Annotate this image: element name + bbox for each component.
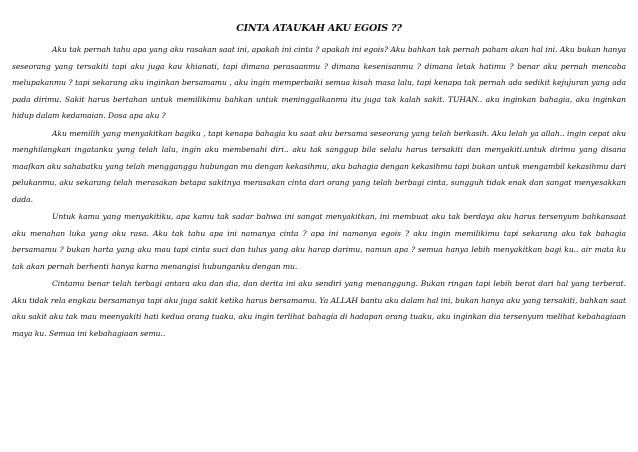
paragraph-3: Untuk kamu yang menyakitiku, apa kamu tak sadar bahwa ini sangat menyakitkan, ini membuat aku tak berdaya aku harus tersenyum bahkansaat aku menahan luka yang aku rasa. Aku tak tahu apa ini namanya cinta ? apa ini namanya egois ? aku ingin memilikimu tapi sekarang aku tak bahagia bersamamu ? bukan harta yang aku mau tapi cinta suci dan tulus yang aku harap darimu, namun apa ? semua hanya lebih menyakitkan bagi ku.. air mata ku tak akan pernah berhenti hanya karna menangisi hubunganku dengan mu. bbox=[12, 212, 626, 271]
document-title: CINTA ATAUKAH AKU EGOIS ?? bbox=[236, 23, 402, 34]
paragraph-2: Aku memilih yang menyakitkan bagiku , tapi kenapa bahagia ku saat aku bersama seseorang yang telah berkasih. Aku lelah ya allah.. ingin cepat aku menghilangkan ingatanku yang telah lalu, ingin aku membenahi diri.. aku tak sanggup bila selalu harus tersakiti dan menyakiti.untuk dirimu yang disana maafkan aku sahabatku yang telah mengganggu hubungan mu dengan kekasihmu, aku bahagia dengan kekasihmu tapi bukan untuk mengambil kekasihmu dari pelukanmu, aku sekarang telah merasakan betapa sakitnya merasakan cinta dari orang yang telah berbagi cinta, sungguh tidak enak dan sangat menyesakkan dada. bbox=[12, 128, 626, 204]
paragraph-1: Aku tak pernah tahu apa yang aku rasakan saat ini, apakah ini cinta ? apakah ini egois? Aku bahkan tak pernah paham akan hal ini. Aku bukan hanya seseorang yang tersakiti tapi aku juga kau khianati, tapi dimana perasaanmu ? dimana kesenisanmu ? dimana letak hatimu ? benar aku pernah mencoba melupakanmu ? tapi sekarang aku inginkan bersamamu , aku ingin memperbaiki semua kisah masa lalu, tapi kenapa tak pernah ada sedikit kejujuran yang ada pada dirimu. Sakit harus bertahan untuk memilikimu bahkan untuk meninggalkanmu itu juga tak kalah sakit. TUHAN.. aku inginkan bahagia, aku inginkan hidup dalam kedamaian. Dosa apa aku ? bbox=[12, 45, 626, 120]
paragraph-4: Cintamu benar telah terbagi antara aku dan dia, dan derita ini aku sendiri yang menanggung. Bukan ringan tapi lebih berat dari hal yang terberat. Aku tidak rela engkau bersamanya tapi aku juga sakit ketika harus bersamamu. Ya ALLAH bantu aku dalam hal ini, bukan hanya aku yang tersakiti, bahkan saat aku sakit aku tak mau meenyakiti hati kedua orang tuaku, aku ingin terlihat bahagia di hadapan orang tuaku, aku inginkan dia tersenyum melihat kebahagiaan maya ku. Semua ini kebahagiaan semu.. bbox=[12, 279, 626, 338]
